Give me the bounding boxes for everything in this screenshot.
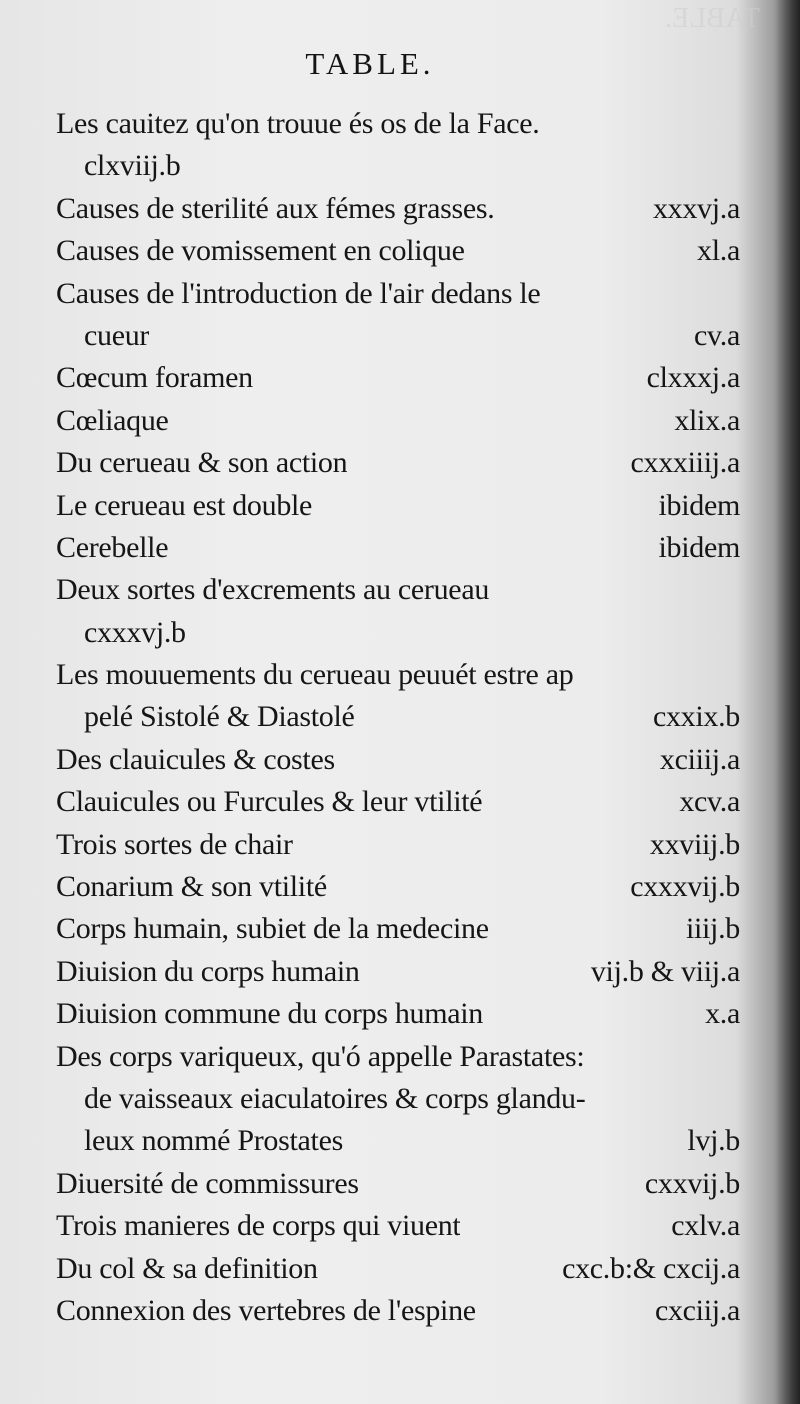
page-reference: cxxix.b xyxy=(652,700,740,734)
bleed-through-text: TABLE. xyxy=(665,3,760,34)
entry-text: Clauicules ou Furcules & leur vtilité xyxy=(56,785,483,819)
index-entry-line xyxy=(56,1205,740,1247)
entry-text: Connexion des vertebres de l'espine xyxy=(56,1293,476,1327)
entry-text: Cœliaque xyxy=(56,403,169,437)
index-entry-line xyxy=(56,866,740,908)
index-entry-line xyxy=(56,145,740,187)
entry-text: Conarium & son vtilité xyxy=(56,870,327,904)
entry-text: pelé Sistolé & Diastolé xyxy=(84,700,355,734)
index-entry-line xyxy=(56,103,740,145)
page-reference: x.a xyxy=(705,997,740,1031)
page-reference: xciiij.a xyxy=(659,742,740,776)
index-entry-list xyxy=(56,103,740,1332)
page-reference: xxxvj.a xyxy=(652,191,740,225)
index-entry-line xyxy=(56,569,740,611)
entry-text: cueur xyxy=(84,318,150,352)
entry-text: Le cerueau est double xyxy=(56,488,313,522)
index-entry-line xyxy=(56,696,740,738)
page-reference: cxxxvj.b xyxy=(84,615,186,649)
entry-text: Cœcum foramen xyxy=(56,361,253,395)
index-entry-line xyxy=(56,993,740,1035)
index-entry-line xyxy=(56,781,740,823)
entry-text: leux nommé Prostates xyxy=(84,1124,343,1158)
page-reference: ibidem xyxy=(658,530,740,564)
page-title: TABLE. xyxy=(305,46,435,81)
index-entry-line xyxy=(56,400,740,442)
index-entry-line xyxy=(56,824,740,866)
entry-text: Cerebelle xyxy=(56,530,169,564)
page-reference: cxlv.a xyxy=(671,1209,740,1243)
index-entry-line xyxy=(56,1036,740,1078)
entry-text: Des corps variqueux, qu'ó appelle Parastates: xyxy=(56,1039,585,1073)
entry-text: Les cauitez qu'on trouue és os de la Face. xyxy=(56,107,540,140)
index-entry-line xyxy=(56,442,740,484)
index-entry-line xyxy=(56,527,740,569)
binding-shadow xyxy=(774,0,800,1404)
entry-text: Deux sortes d'excrements au cerueau xyxy=(56,573,490,607)
page-reference: cxxxvij.b xyxy=(630,870,740,904)
page-reference: xlix.a xyxy=(674,403,740,437)
index-entry-line xyxy=(56,1163,740,1205)
index-entry-line xyxy=(56,1078,740,1120)
entry-text: Diuersité de commissures xyxy=(56,1166,359,1200)
entry-text: de vaisseaux eiaculatoires & corps glandu- xyxy=(84,1081,586,1115)
index-entry-line xyxy=(56,357,740,399)
index-entry-line xyxy=(56,654,740,696)
entry-text: Diuision commune du corps humain xyxy=(56,997,484,1031)
entry-text: Trois manieres de corps qui viuent xyxy=(56,1209,461,1243)
entry-text: Du cerueau & son action xyxy=(56,446,348,480)
entry-text: Corps humain, subiet de la medecine xyxy=(56,912,489,946)
index-entry-line xyxy=(56,908,740,950)
entry-text: Trois sortes de chair xyxy=(56,827,293,861)
index-entry-line xyxy=(56,1120,740,1162)
entry-text: Causes de sterilité aux fémes grasses. xyxy=(56,191,495,225)
page-reference: ibidem xyxy=(658,488,740,522)
index-entry-line xyxy=(56,1248,740,1290)
page-reference: cxc.b:& cxcij.a xyxy=(562,1251,740,1285)
entry-text: Causes de vomissement en colique xyxy=(56,234,465,268)
page-reference: cxciij.a xyxy=(654,1293,740,1327)
page-reference: lvj.b xyxy=(687,1124,740,1158)
index-entry-line xyxy=(56,485,740,527)
index-entry-line xyxy=(56,951,740,993)
index-entry-line xyxy=(56,315,740,357)
index-entry-line xyxy=(56,612,740,654)
index-entry-line xyxy=(56,188,740,230)
page-reference: cxxxiiij.a xyxy=(630,446,740,480)
entry-text: Causes de l'introduction de l'air dedans le xyxy=(56,276,541,310)
page-reference: clxviij.b xyxy=(84,149,181,183)
page-reference: vij.b & viij.a xyxy=(590,954,740,988)
entry-text: Du col & sa definition xyxy=(56,1251,318,1285)
page-reference: xl.a xyxy=(697,234,740,268)
page-reference: iiij.b xyxy=(685,912,740,946)
index-entry-line xyxy=(56,273,740,315)
page-reference: cxxvij.b xyxy=(644,1166,740,1200)
page-reference: cv.a xyxy=(694,318,740,352)
entry-text: Les mouuements du cerueau peuuét estre ap xyxy=(56,658,574,692)
page-reference: xxviij.b xyxy=(649,827,740,861)
page-reference: clxxxj.a xyxy=(646,361,740,395)
entry-text: Diuision du corps humain xyxy=(56,954,360,988)
index-entry-line xyxy=(56,230,740,272)
page-reference: xcv.a xyxy=(679,785,740,819)
index-entry-line xyxy=(56,739,740,781)
index-entry-line xyxy=(56,1290,740,1332)
entry-text: Des clauicules & costes xyxy=(56,742,335,776)
